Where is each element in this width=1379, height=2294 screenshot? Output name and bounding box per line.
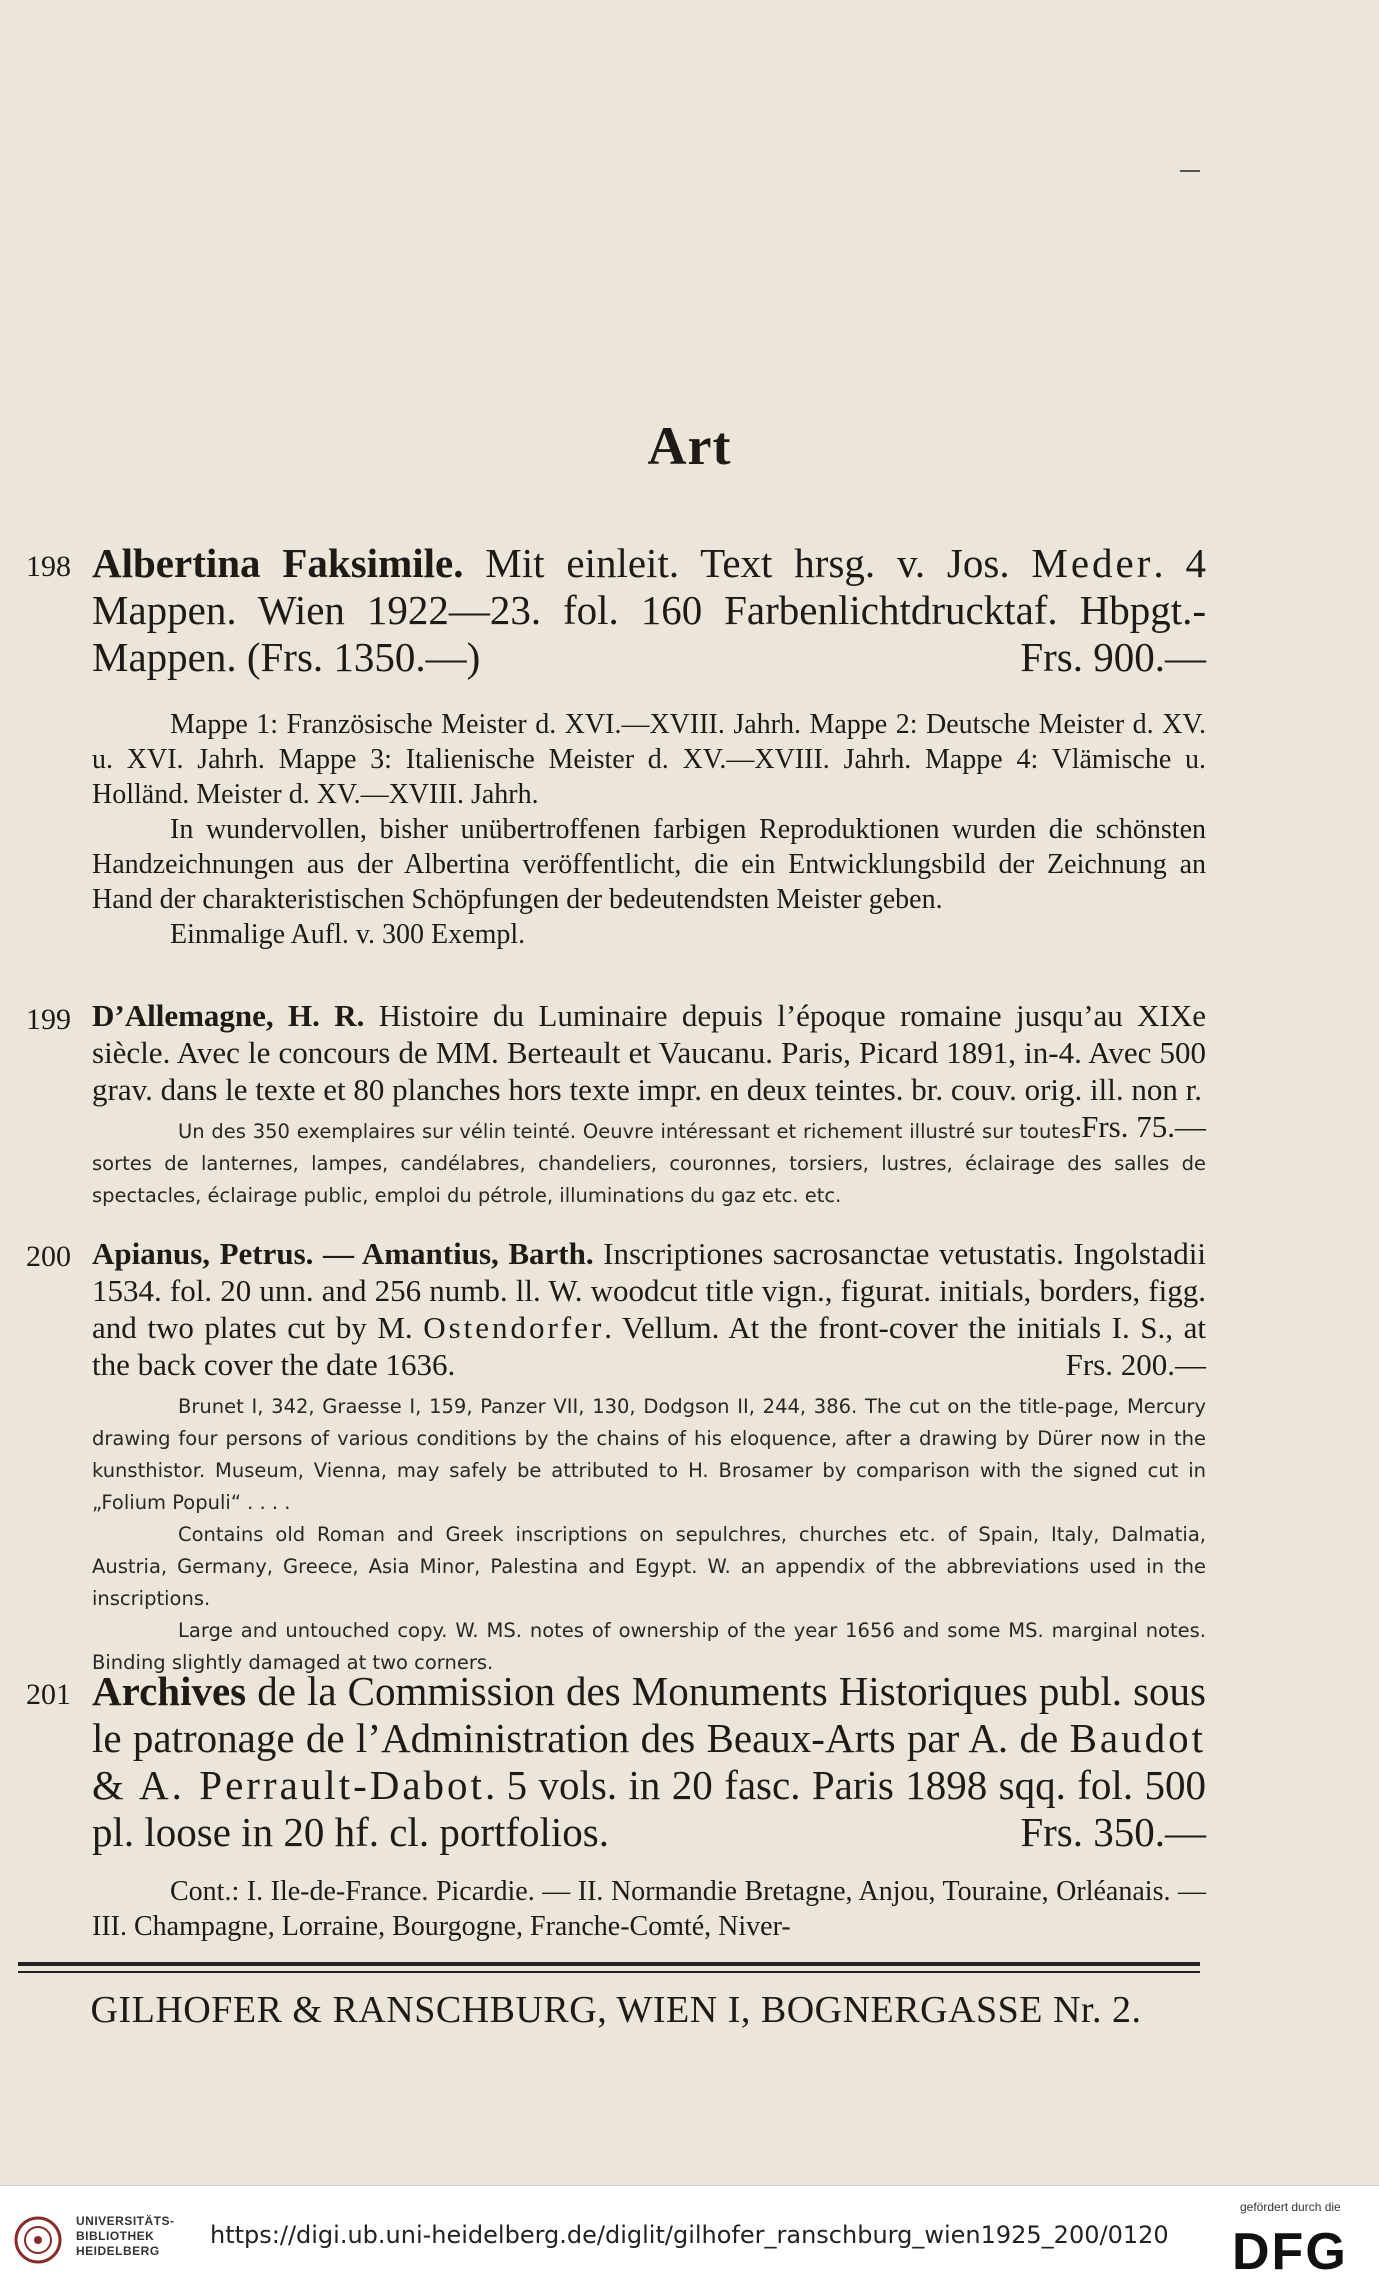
entry-price: Frs. 350.— [1020, 1809, 1206, 1855]
entry-text: Mit einleit. Text hrsg. v. Jos. [463, 540, 1032, 586]
entry-description [92, 997, 1207, 1144]
entry-spaced-name: Baudot & A. Perrault-Dabot [92, 1715, 1206, 1808]
entry-note: In wundervollen, bisher unübertroffenen farbigen Reproduktionen wurden die schönsten Handzeichnungen aus der Albertina veröffentlicht, die ein Entwicklungsbild der Zeichnung an Hand der charakteristischen Schöpfungen der bedeutendsten Meister geben. [92, 814, 1206, 915]
library-name-line: BIBLIOTHEK [76, 2229, 155, 2243]
entry-note: Contains old Roman and Greek inscriptions on sepulchres, churches etc. of Spain, Italy, Dalmatia, Austria, Germany, Greece, Asia Minor, Palestina and Egypt. W. an appendix of the abbreviations used in the inscriptions. [92, 1523, 1206, 1610]
entry-description [92, 1668, 1206, 1856]
entry-description [92, 540, 1206, 681]
footer-rule [18, 1962, 1200, 1966]
entry-price: Frs. 200.— [1065, 1347, 1206, 1382]
publisher-footer: GILHOFER & RANSCHBURG, WIEN I, BOGNERGASSE Nr. 2. [90, 1989, 1142, 2031]
page-title: Art [647, 416, 732, 476]
entry-number: 200 [26, 1240, 71, 1273]
university-seal-icon [14, 2216, 62, 2264]
entry-note: Brunet I, 342, Graesse I, 159, Panzer VII, 130, Dodgson II, 244, 386. The cut on the title-page, Mercury drawing four persons of various conditions by the chains of his eloquence, after a drawing by Dürer now in the kunsthistor. Museum, Vienna, may safely be attributed to H. Brosamer by comparison with the signed cut in „Folium Populi“ . . . . [92, 1395, 1206, 1514]
library-name-line: HEIDELBERG [76, 2244, 160, 2258]
entry-text-cont: . Vellum. At the front-cover the initials I. S., at the back cover the date 1636. [92, 1310, 1206, 1382]
library-name-line: UNIVERSITÄTS- [76, 2214, 175, 2228]
entry-notes [92, 1874, 1206, 1944]
entry-text: Histoire du Luminaire depuis l’époque romaine jusqu’au XIXe siècle. Avec le concours de MM. Berteault et Vaucanu. Paris, Picard 1891, in-4. Avec 500 grav. dans le texte et 80 planches hors texte impr. en deux teintes. br. couv. orig. ill. non r. [92, 998, 1207, 1107]
page-mark [1180, 170, 1200, 172]
entry-author: Archives [92, 1668, 247, 1714]
catalog-entry-198 [26, 540, 1206, 952]
entry-text-cont: . 4 Mappen. Wien 1922—23. fol. 160 Farbenlichtdrucktaf. Hbpgt.-Mappen. (Frs. 1350.—) [92, 540, 1207, 680]
entry-note: Un des 350 exemplaires sur vélin teinté. Oeuvre intéressant et richement illustré sur toutes sortes de lanternes, lampes, candélabres, chandeliers, couronnes, torsiers, lustres, éclairage des salles de spectacles, éclairage public, emploi du pétrole, illuminations du gaz etc. etc. [92, 1120, 1206, 1207]
entry-number: 201 [26, 1678, 71, 1711]
entry-author: D’Allemagne, H. R. [92, 998, 365, 1033]
entry-author: Albertina Faksimile. [92, 540, 464, 586]
entry-text: de la Commission des Monuments Historiques publ. sous le patronage de l’Administration des Beaux-Arts par A. de [92, 1668, 1206, 1761]
catalog-entry-199 [26, 997, 1206, 1212]
entry-note: Cont.: I. Ile-de-France. Picardie. — II. Normandie Bretagne, Anjou, Touraine, Orléanais. — III. Champagne, Lorraine, Bourgogne, Franche-Comté, Niver- [92, 1876, 1206, 1942]
entry-text: Inscriptiones sacrosanctae vetustatis. Ingolstadii 1534. fol. 20 unn. and 256 numb. ll. W. woodcut title vign., figurat. initials, borders, figg. and two plates cut by M. [92, 1236, 1206, 1345]
entry-note: Mappe 1: Französische Meister d. XVI.—XVIII. Jahrh. Mappe 2: Deutsche Meister d. XV. u. XVI. Jahrh. Mappe 3: Italienische Meister d. XV.—XVIII. Jahrh. Mappe 4: Vlämische u. Holländ. Meister d. XV.—XVIII. Jahrh. [92, 709, 1206, 810]
dfg-logo: DFG [1232, 2223, 1348, 2281]
entry-number: 199 [26, 1003, 71, 1036]
entry-description [92, 1235, 1206, 1383]
viewer-bottom-bar [0, 2185, 1379, 2294]
entry-text-cont: . 5 vols. in 20 fasc. Paris 1898 sqq. fol. 500 pl. loose in 20 hf. cl. portfolios. [92, 1762, 1206, 1855]
entry-spaced-name: Ostendorfer [423, 1310, 605, 1345]
entry-notes [92, 1116, 1206, 1212]
entry-note: Large and untouched copy. W. MS. notes of ownership of the year 1656 and some MS. marginal notes. Binding slightly damaged at two corners. [92, 1619, 1206, 1674]
entry-number: 198 [26, 550, 71, 583]
permalink-url[interactable]: https://digi.ub.uni-heidelberg.de/diglit/gilhofer_ranschburg_wien1925_200/0120 [210, 2221, 1169, 2249]
entry-author: Apianus, Petrus. — Amantius, Barth. [92, 1236, 594, 1271]
catalog-entry-201 [26, 1668, 1206, 1944]
entry-spaced-name: Meder [1031, 540, 1154, 586]
university-library-name [76, 2214, 175, 2259]
entry-price: Frs. 900.— [1020, 634, 1206, 680]
entry-notes [92, 707, 1206, 952]
entry-price: Frs. 75.— [1081, 1109, 1206, 1144]
entry-note: Einmalige Aufl. v. 300 Exempl. [170, 919, 526, 950]
entry-notes [92, 1391, 1206, 1679]
funding-note: gefördert durch die [1240, 2200, 1341, 2214]
catalog-entry-200 [26, 1235, 1206, 1679]
footer-rule [18, 1971, 1200, 1973]
